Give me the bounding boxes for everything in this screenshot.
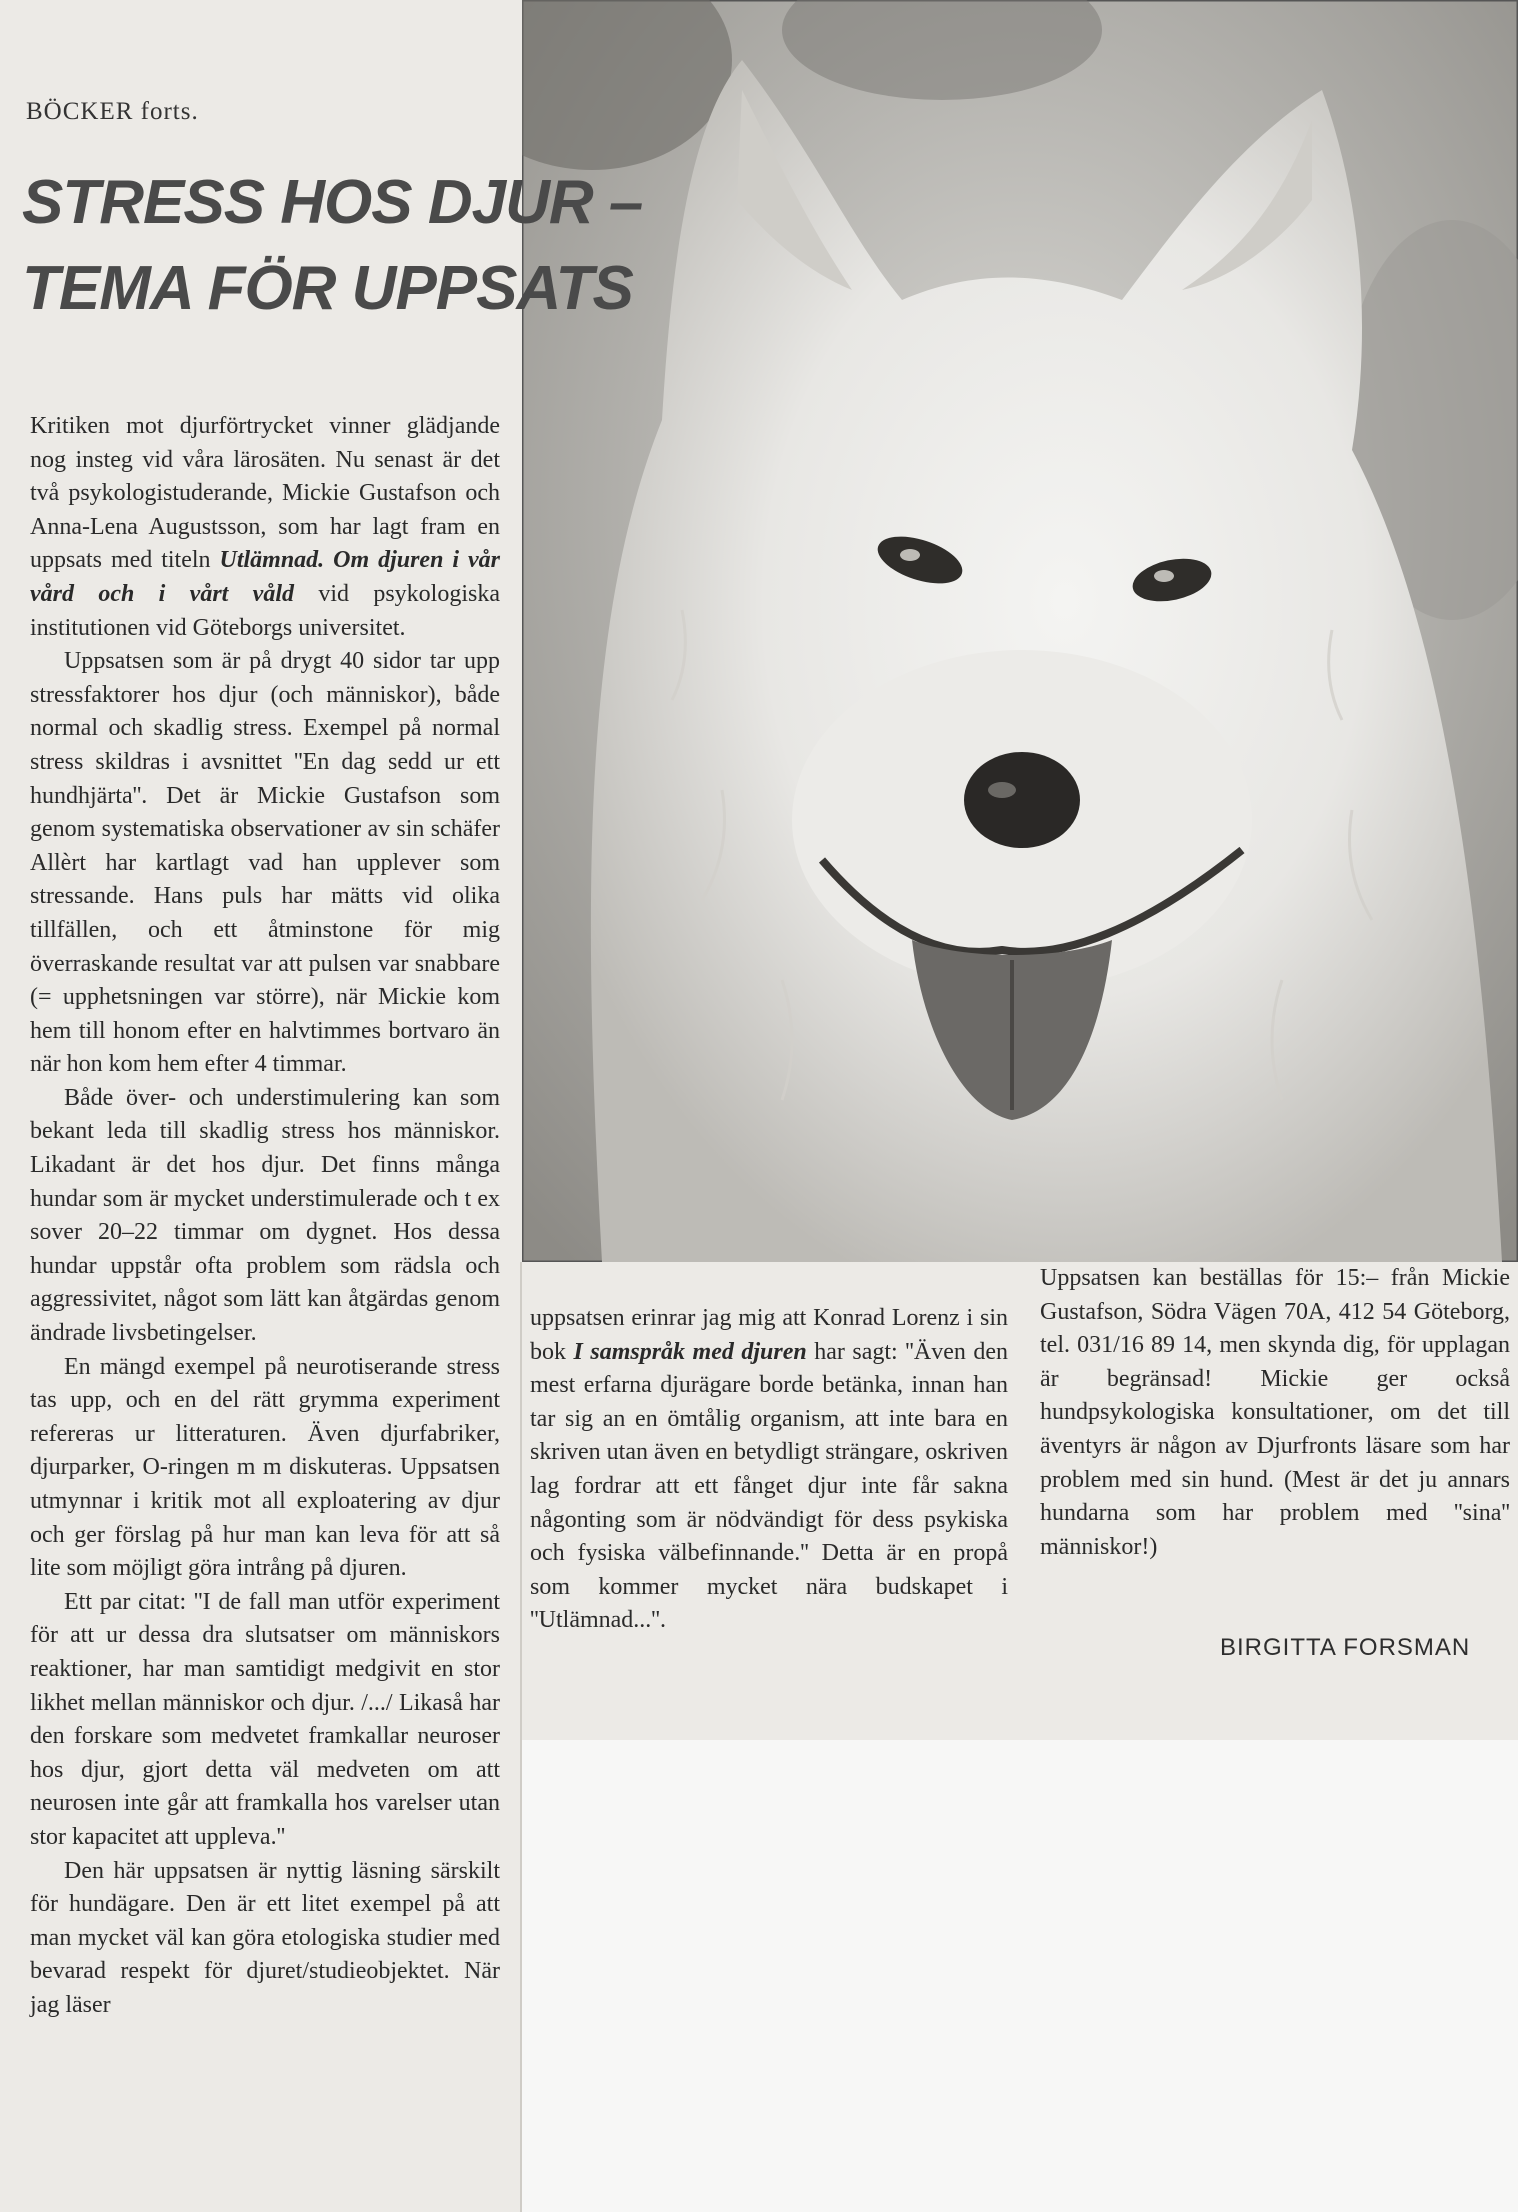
author-byline: BIRGITTA FORSMAN <box>1220 1634 1471 1661</box>
article-paragraph <box>530 1302 1008 1638</box>
paragraph-text: Både över- och understimulering kan som bekant leda till skadlig stress hos människor. Likadant är det hos djur. Det finns många hundar som är mycket understimulerade och t ex sover 20–22 timmar om dygnet. Hos dessa hundar uppstår ofta problem som rädsla och aggressivitet, något som lätt kan åtgärdas genom ändrade livsbetingelser. <box>30 1084 500 1347</box>
article-paragraph <box>30 1855 500 2023</box>
headline-line-2: TEMA FÖR UPPSATS <box>22 254 633 323</box>
blank-backing-sheet <box>522 1740 1518 2212</box>
book-title-text: I samspråk med djuren <box>573 1338 807 1365</box>
white-dog-photo <box>522 0 1518 1262</box>
article-paragraph <box>30 410 500 645</box>
article-paragraph <box>30 1586 500 1855</box>
article-column-2 <box>530 1302 1008 1638</box>
paragraph-text: vid psykologiska institutionen vid Göteborgs universitet. <box>30 580 500 641</box>
paragraph-text: Uppsatsen som är på drygt 40 sidor tar upp stressfaktorer hos djur (och människor), både normal och skadlig stress. Exempel på normal stress skildras i avsnittet ''En dag sedd ur ett hundhjärta''. Det är Mickie Gustafson som genom systematiska observationer av sin schäfer Allèrt har kartlagt vad han upplever som stressande. Hans puls har mätts vid olika tillfällen, och ett åtminstone för mig överraskande resultat var att pulsen var snabbare (= upphetsningen var större), när Mickie kom hem till honom efter en halvtimmes bortvaro än när hon kom hem efter 4 timmar. <box>30 648 500 1078</box>
article-column-3 <box>1040 1262 1510 1564</box>
headline-line-1: STRESS HOS DJUR – <box>22 168 643 237</box>
paragraph-text: uppsatsen erinrar jag mig att Konrad Lorenz i sin bok <box>530 1305 1008 1365</box>
article-paragraph <box>1040 1262 1510 1564</box>
section-label: BÖCKER forts. <box>26 98 199 125</box>
paragraph-text: En mängd exempel på neurotiserande stress tas upp, och en del rätt grymma experiment refereras ur litteraturen. Även djurfabriker, djurparker, O-ringen m m diskuteras. Uppsatsen utmynnar i kritik mot all exploatering av djur och ger förslag på hur man kan leva för att så lite som möjligt göra intrång på djuren. <box>30 1353 500 1582</box>
paragraph-text: Uppsatsen kan beställas för 15:– från Mickie Gustafson, Södra Vägen 70A, 412 54 Göteborg, tel. 031/16 89 14, men skynda dig, för upplagan är begränsad! Mickie ger också hundpsykologiska konsultationer, om det till äventyrs är någon av Djurfronts läsare som har problem med sin hund. (Mest är det ju annars hundarna som har problem med ''sina'' människor!) <box>1040 1265 1510 1560</box>
paragraph-text: har sagt: ''Även den mest erfarna djurägare borde betänka, innan han tar sig an en ömtålig organism, att inte bara en skriven utan även en betydligt strängare, oskriven lag fordrar att ett fånget djur inte får sakna någonting som är nödvändigt för dess psykiska och fysiska välbefinnande.'' Detta är en propå som kommer mycket nära budskapet i ''Utlämnad...''. <box>530 1338 1009 1634</box>
headline <box>22 160 642 332</box>
book-title-text: Utlämnad. Om djuren i vår vård och i vårt våld <box>30 547 500 607</box>
article-column-1 <box>30 410 500 2023</box>
paragraph-text: Den här uppsatsen är nyttig läsning särskilt för hundägare. Den är ett litet exempel på att man mycket väl kan göra etologiska studier med bevarad respekt för djuret/studieobjektet. När jag läser <box>30 1857 500 2018</box>
clipping-edge <box>520 1262 522 2212</box>
article-paragraph <box>30 1082 500 1351</box>
paragraph-text: Kritiken mot djurförtrycket vinner glädjande nog insteg vid våra lärosäten. Nu senast är det två psykologistuderande, Mickie Gustafson och Anna-Lena Augustsson, som har lagt fram en uppsats med titeln <box>30 413 500 574</box>
paragraph-text: Ett par citat: ''I de fall man utför experiment för att ur dessa dra slutsatser om människors reaktioner, har man samtidigt medgivit en stor likhet mellan människor och djur. /.../ Likaså har den forskare som medvetet framkallar neuroser hos djur, gjort detta väl medveten om att neurosen inte går att framkalla hos varelser utan stor kapacitet att uppleva.'' <box>30 1588 500 1850</box>
article-paragraph <box>30 645 500 1082</box>
article-paragraph <box>30 1351 500 1586</box>
